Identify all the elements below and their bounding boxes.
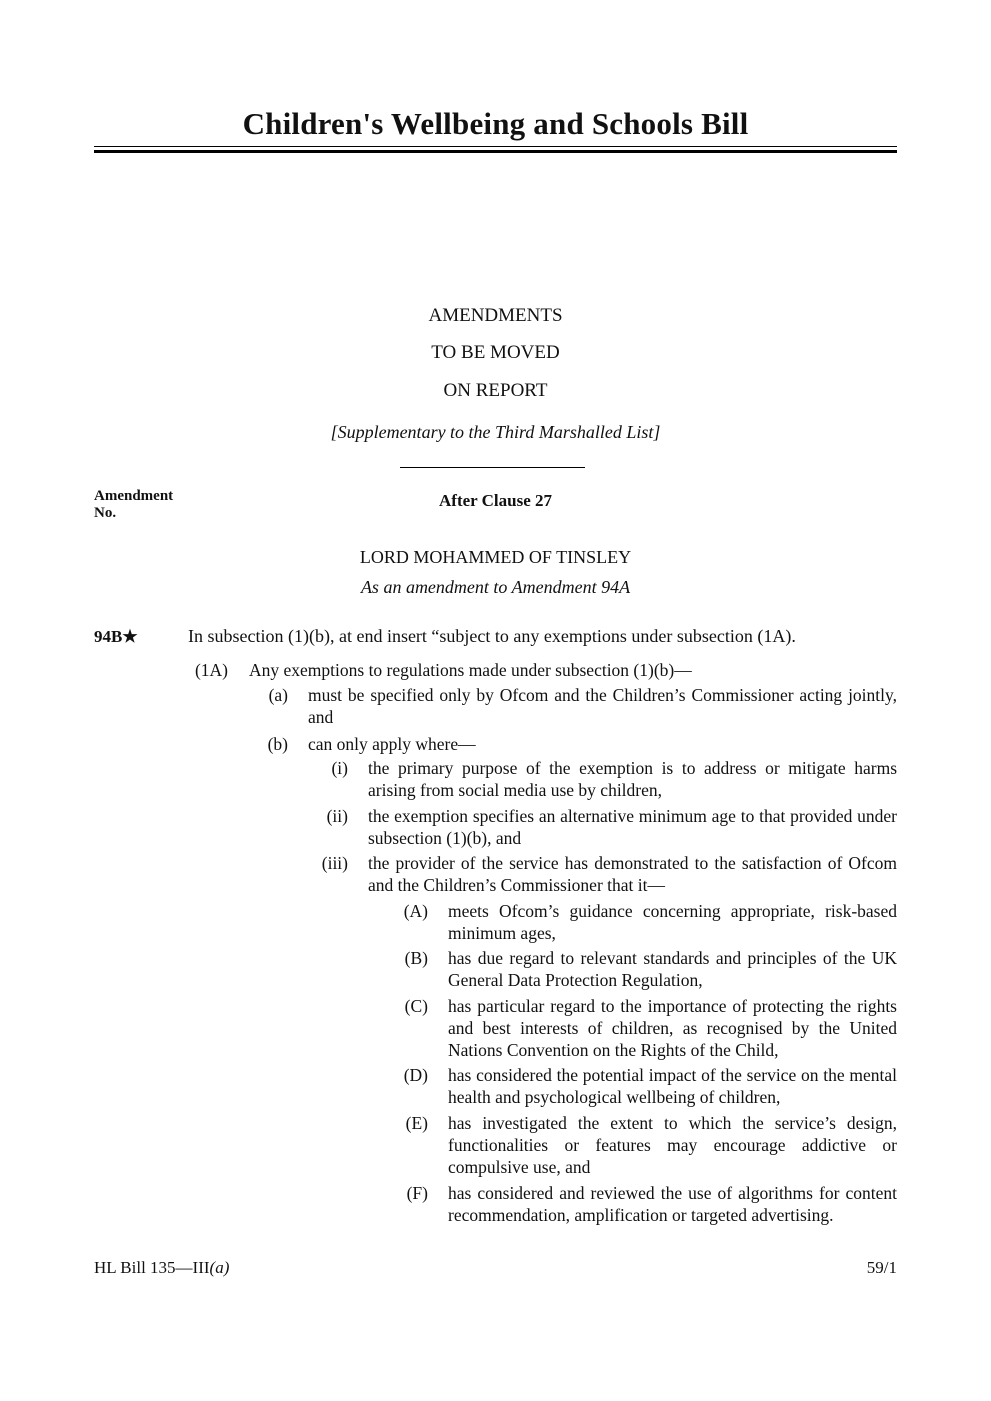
subparagraph-text: the exemption specifies an alternative minimum age to that provided under subsection (1)(b), and bbox=[368, 806, 897, 848]
amendment-intro: In subsection (1)(b), at end insert “subject to any exemptions under subsection (1A). bbox=[188, 626, 796, 646]
subsection-label: (1A) bbox=[194, 660, 228, 680]
subparagraph-label: (iii) bbox=[321, 853, 348, 873]
paragraph-text: must be specified only by Ofcom and the Children’s Commissioner acting jointly, and bbox=[308, 685, 897, 727]
sub-subparagraph-label: (E) bbox=[405, 1113, 428, 1133]
amendment-label-line1: Amendment bbox=[94, 488, 174, 504]
title-rule-thin bbox=[94, 146, 897, 147]
subsection-text: Any exemptions to regulations made under subsection (1)(b)— bbox=[249, 660, 692, 680]
sub-subparagraph-label: (B) bbox=[404, 948, 428, 968]
sub-subparagraph-text: has due regard to relevant standards and principles of the UK General Data Protection Regulation, bbox=[448, 948, 897, 990]
cover-line-on-report: ON REPORT bbox=[443, 380, 548, 401]
amendment-number: 94B★ bbox=[94, 627, 138, 646]
bill-reference-suffix: (a) bbox=[209, 1258, 230, 1277]
clause-heading: After Clause 27 bbox=[439, 491, 552, 510]
sub-subparagraph-label: (C) bbox=[404, 996, 428, 1016]
amendment-label-line2: No. bbox=[94, 505, 117, 521]
subparagraph-text: the primary purpose of the exemption is to address or mitigate harms arising from social media use by children, bbox=[368, 758, 897, 800]
sub-subparagraph-text: meets Ofcom’s guidance concerning appropriate, risk-based minimum ages, bbox=[448, 901, 897, 943]
sub-subparagraph-text: has considered and reviewed the use of algorithms for content recommendation, amplification or targeted advertising. bbox=[448, 1183, 897, 1225]
title-rule-thick bbox=[94, 150, 897, 153]
page-number: 59/1 bbox=[866, 1258, 897, 1277]
paragraph-label: (b) bbox=[267, 734, 288, 754]
bill-reference bbox=[94, 1258, 229, 1278]
mover-note: As an amendment to Amendment 94A bbox=[360, 577, 631, 597]
cover-subtitle: [Supplementary to the Third Marshalled List] bbox=[330, 422, 661, 442]
cover-divider bbox=[400, 467, 585, 468]
sub-subparagraph-text: has considered the potential impact of the service on the mental health and psychological wellbeing of children, bbox=[448, 1065, 897, 1107]
sub-subparagraph-label: (A) bbox=[403, 901, 428, 921]
sub-subparagraph-label: (F) bbox=[406, 1183, 428, 1203]
bill-reference-prefix: HL Bill 135—III bbox=[94, 1258, 210, 1277]
cover-line-amendments: AMENDMENTS bbox=[428, 305, 563, 326]
subparagraph-text: the provider of the service has demonstrated to the satisfaction of Ofcom and the Children’s Commissioner that it— bbox=[368, 853, 897, 895]
bill-title: Children's Wellbeing and Schools Bill bbox=[242, 106, 749, 141]
sub-subparagraph-label: (D) bbox=[403, 1065, 428, 1085]
paragraph-label: (a) bbox=[268, 685, 288, 705]
subparagraph-label: (i) bbox=[331, 758, 348, 778]
subparagraph-label: (ii) bbox=[326, 806, 348, 826]
paragraph-text: can only apply where— bbox=[308, 734, 476, 754]
sub-subparagraph-text: has investigated the extent to which the service’s design, functionalities or features may encourage addictive or compulsive use, and bbox=[448, 1113, 897, 1177]
cover-line-to-be-moved: TO BE MOVED bbox=[431, 342, 560, 363]
mover-name: LORD MOHAMMED OF TINSLEY bbox=[359, 547, 632, 567]
sub-subparagraph-text: has particular regard to the importance of protecting the rights and best interests of children, as recognised by the United Nations Convention on the Rights of the Child, bbox=[448, 996, 897, 1060]
